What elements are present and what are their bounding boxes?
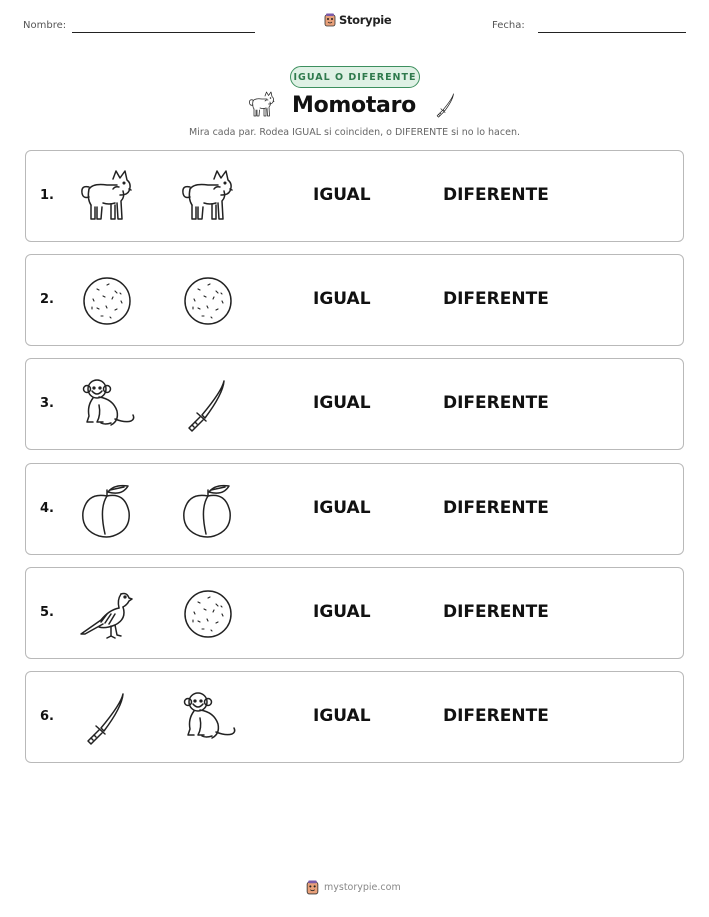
activity-badge: IGUAL O DIFERENTE bbox=[290, 66, 420, 88]
exercise-row bbox=[25, 671, 684, 763]
brand-logo bbox=[324, 13, 391, 27]
option-igual[interactable]: IGUAL bbox=[313, 393, 371, 413]
exercise-row bbox=[25, 567, 684, 659]
dumpling-icon bbox=[178, 271, 238, 331]
option-igual[interactable]: IGUAL bbox=[313, 289, 371, 309]
option-diferente[interactable]: DIFERENTE bbox=[443, 706, 549, 726]
exercise-row bbox=[25, 358, 684, 450]
option-igual[interactable]: IGUAL bbox=[313, 185, 371, 205]
footer-url[interactable]: mystorypie.com bbox=[324, 882, 401, 893]
exercise-row bbox=[25, 463, 684, 555]
option-diferente[interactable]: DIFERENTE bbox=[443, 185, 549, 205]
name-field-line[interactable] bbox=[72, 32, 255, 33]
option-diferente[interactable]: DIFERENTE bbox=[443, 393, 549, 413]
peach-icon bbox=[178, 480, 238, 540]
mascot-icon bbox=[324, 13, 336, 27]
row-number: 3. bbox=[40, 396, 54, 411]
row-number: 4. bbox=[40, 501, 54, 516]
dog-icon bbox=[178, 167, 238, 227]
exercise-row bbox=[25, 254, 684, 346]
pheasant-icon bbox=[77, 584, 137, 644]
option-diferente[interactable]: DIFERENTE bbox=[443, 289, 549, 309]
row-number: 1. bbox=[40, 188, 54, 203]
dog-icon bbox=[77, 167, 137, 227]
name-label: Nombre: bbox=[23, 20, 67, 31]
sword-icon bbox=[77, 688, 137, 748]
dog-icon bbox=[247, 90, 277, 120]
sword-icon bbox=[432, 91, 460, 119]
exercise-row bbox=[25, 150, 684, 242]
page-title: Momotaro bbox=[292, 93, 416, 118]
option-igual[interactable]: IGUAL bbox=[313, 706, 371, 726]
brand-name: Storypie bbox=[339, 13, 392, 27]
sword-icon bbox=[178, 375, 238, 435]
row-number: 6. bbox=[40, 709, 54, 724]
row-number: 2. bbox=[40, 292, 54, 307]
option-diferente[interactable]: DIFERENTE bbox=[443, 602, 549, 622]
footer bbox=[306, 880, 401, 895]
option-igual[interactable]: IGUAL bbox=[313, 498, 371, 518]
row-number: 5. bbox=[40, 605, 54, 620]
date-label: Fecha: bbox=[492, 20, 525, 31]
mascot-icon bbox=[306, 880, 319, 895]
monkey-icon bbox=[178, 688, 238, 748]
dumpling-icon bbox=[178, 584, 238, 644]
monkey-icon bbox=[77, 375, 137, 435]
instructions: Mira cada par. Rodea IGUAL si coinciden, o DIFERENTE si no lo hacen. bbox=[189, 127, 520, 138]
option-diferente[interactable]: DIFERENTE bbox=[443, 498, 549, 518]
dumpling-icon bbox=[77, 271, 137, 331]
date-field-line[interactable] bbox=[538, 32, 686, 33]
peach-icon bbox=[77, 480, 137, 540]
option-igual[interactable]: IGUAL bbox=[313, 602, 371, 622]
